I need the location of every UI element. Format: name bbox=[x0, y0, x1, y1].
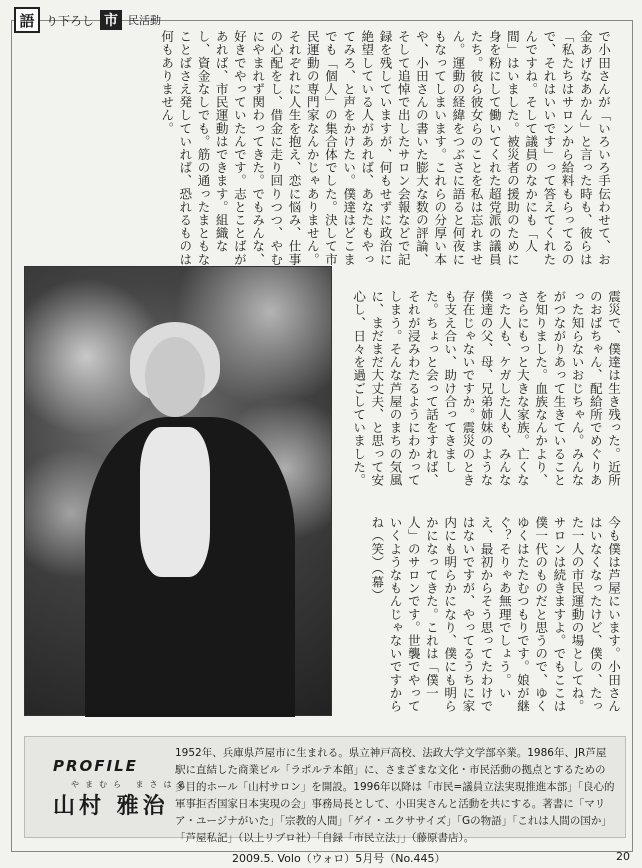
figure-shirt bbox=[140, 427, 210, 577]
profile-label: PROFILE bbox=[53, 757, 138, 775]
figure-face bbox=[145, 337, 205, 417]
profile-box bbox=[24, 736, 626, 844]
profile-text: 1952年、兵庫県芦屋市に生まれる。県立神戸高校、法政大学文学部卒業。1986年、JR芦屋駅に直結した商業ビル「ラポルテ本館」に、さまざまな文化・市民活動の拠点とするための多目的ホール「山村サロン」を開設。1996年以降は「市民=議員立法実現推進本部」「良心的軍事拒否国家日本実現の会」事務局長として、小田実さんと活動を共にする。著書に「マリア・ユージナがいた」「宗教的人間」「ゲイ・エクササイズ」「Gの物語」「これは人間の国か」「芦屋私記」（以上リブロ社）「自録「市民立法」」（藤原書店）。 bbox=[175, 747, 615, 844]
header-ichi: 市 bbox=[100, 10, 122, 30]
profile-name-ruby: やまむら まさはる bbox=[71, 780, 192, 789]
issue-info: 2009.5. Volo（ウォロ）5月号（No.445） bbox=[232, 852, 446, 865]
header-sub: 民活動 bbox=[128, 14, 162, 27]
profile-name: 山村 雅治 bbox=[53, 793, 169, 819]
article-column-1: で小田さんが「いろいろ手伝わせて、お金あげなあかん」と言った時も、彼らは「私たちはサロンから給料もらってるので、それはいいです」って答えてくれたんですね。そして議員のなかにも「人間」はいました。被災者の援助のために身を粉にして働いてくれた超党派の議員たち。彼ら彼女らのことを私は忘れません。運動の経緯をつぶさに語ると何夜にもなってしまいます。これらの分厚い本や、小田さんの書いた膨大な数の評論、そして追悼で出したサロン会報などで記録を残していますが、何もせずに政治に絶望している人があれば、あなたもやってみろ、と声をかけたい。僕達はどこまでも「個人」の集合体でした。決して市民運動の専門家なんかじゃありません。それぞれに人生を抱え、恋に悩み、仕事の心配をし、借金に走り回りつつ、やむにやまれず関わってきた。でもみんな、好きでやっていたんです。志とことばがあれば、市民運動はできます。組織なし、資金なしでも。筋の通ったまともなことばさえ発していれば、恐れるものは何もありません。 bbox=[159, 30, 611, 266]
portrait-photo bbox=[24, 266, 332, 716]
page-footer bbox=[0, 850, 642, 868]
header-label: り下ろし bbox=[46, 13, 95, 28]
header-box: 語 bbox=[14, 7, 40, 33]
section-header bbox=[14, 6, 161, 34]
article-column-2: 震災で、僕達は生き残った。近所のおばちゃん、配給所でめぐりあった知らないおじちゃん。みんながつながりあって生きていることを知りました。血族なんかより、さらにもっと大きな家族。亡くなった人も、ケガした人も、みんな僕達の父、母、兄弟姉妹のような存在じゃないですか。震災のときも支え合い、助け合ってきました。ちょっと会って話をすれば、それが浸みわたるようにわかってしまう。そんな芦屋のまちの気風に、まだまだ大丈夫、と思って安心し、日々を過ごしていました。 bbox=[351, 290, 621, 487]
article-column-3: 今も僕は芦屋にいます。小田さんはいなくなったけど、僕の、たった一人の市民運動の場としてね。サロンは続きますよ。でもここは僕一代のものだと思うので、ゆくゆくはたたむつもりです。娘が継ぐ？そりゃあ無理でしょう。いえ、最初からそう思ってたわけではないですが、やってるうちに家内にも明らかになり、僕にも明らかになってきた。これは「僕一人」のサロンです。世襲でやっていくようなもんじゃないですからね（笑）（幕） bbox=[369, 516, 621, 713]
page-number: 20 bbox=[616, 850, 630, 863]
